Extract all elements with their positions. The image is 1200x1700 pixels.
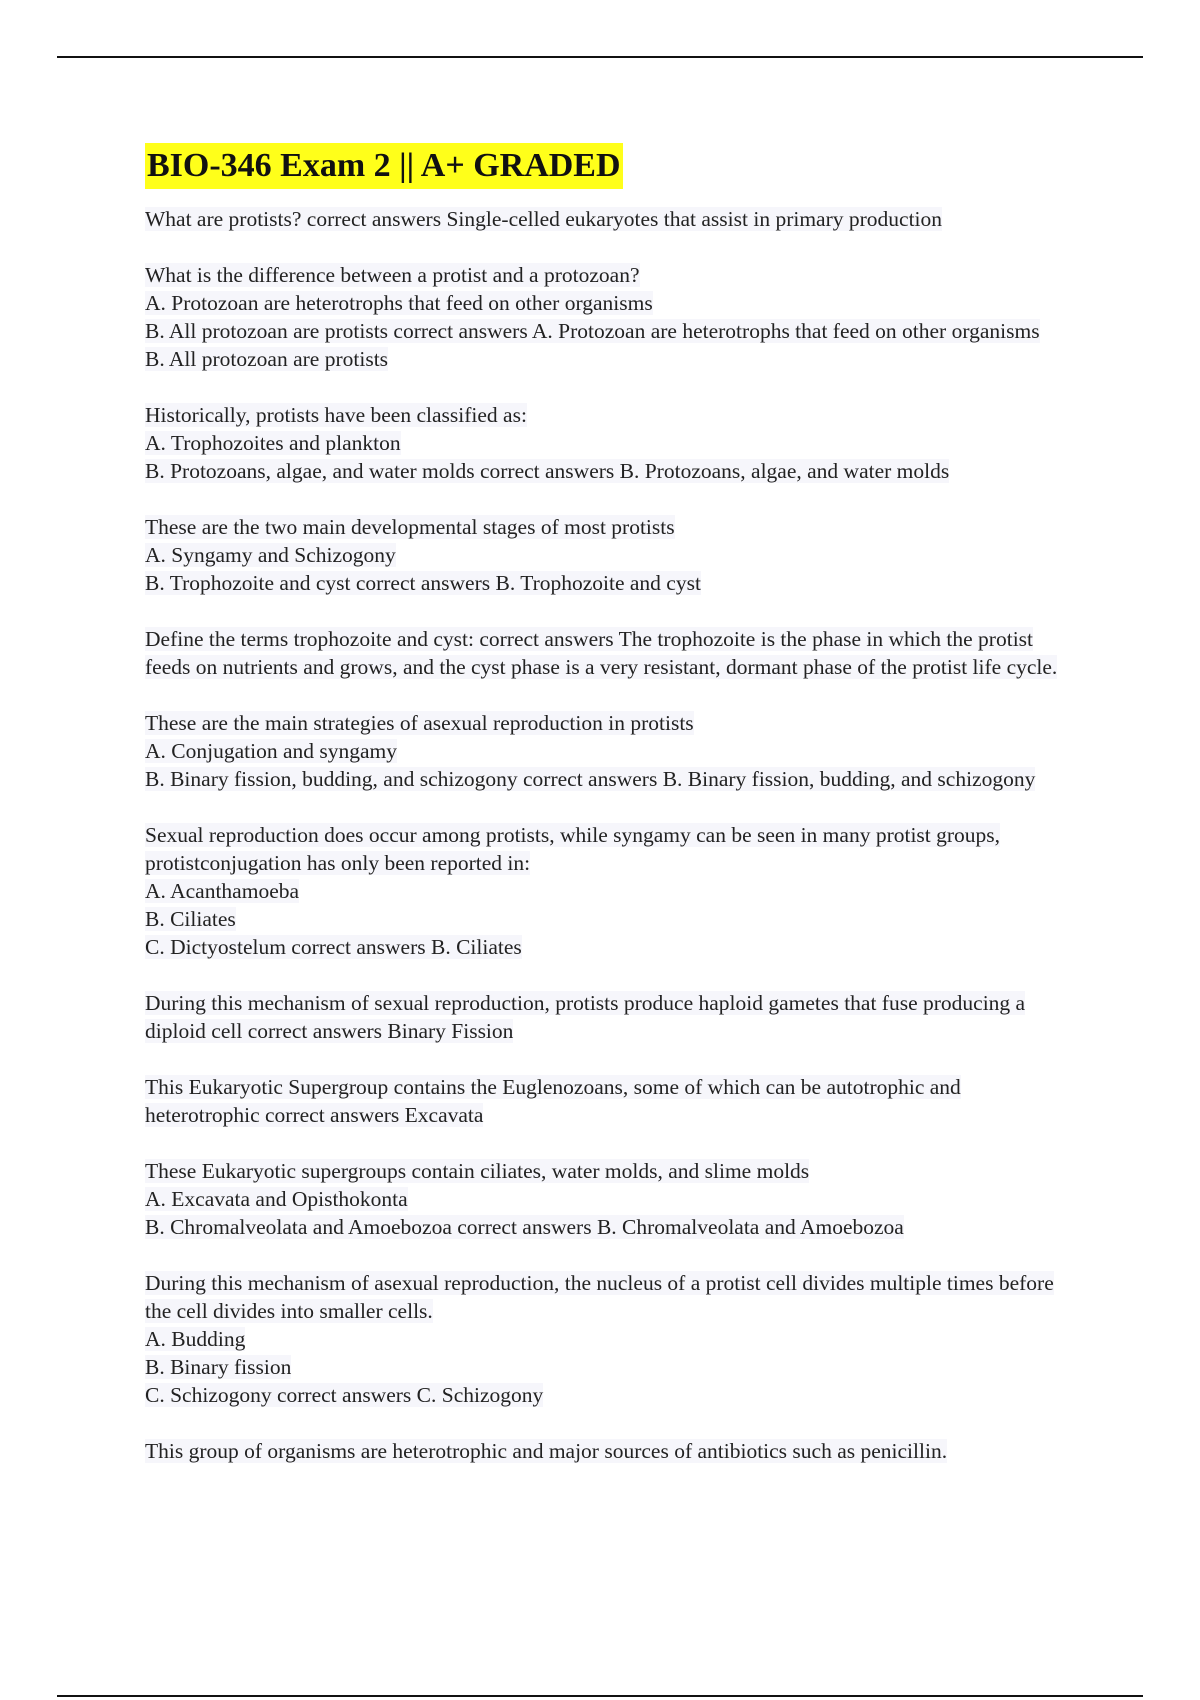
question-line: [145, 1213, 1065, 1241]
question-line: [145, 457, 1065, 485]
question-line: [145, 261, 1065, 289]
question-line: [145, 1185, 1065, 1213]
question-text: A. Protozoan are heterotrophs that feed on other organisms: [145, 291, 653, 315]
question-line: [145, 1325, 1065, 1353]
question-text: These are the main strategies of asexual reproduction in protists: [145, 711, 694, 735]
question-line: [145, 429, 1065, 457]
question-text: A. Syngamy and Schizogony: [145, 543, 396, 567]
question-line: [145, 905, 1065, 933]
question-line: [145, 877, 1065, 905]
question-line: [145, 1437, 1065, 1465]
question-line: [145, 933, 1065, 961]
question-text: During this mechanism of sexual reproduction, protists produce haploid gametes that fuse producing a diploid cell correct answers Binary Fission: [145, 991, 1026, 1043]
question-block: [145, 1073, 1065, 1129]
question-text: B. Binary fission: [145, 1355, 292, 1379]
question-text: B. Trophozoite and cyst correct answers B. Trophozoite and cyst: [145, 571, 701, 595]
top-rule: [57, 56, 1143, 58]
question-text: What are protists? correct answers Single-celled eukaryotes that assist in primary production: [145, 207, 943, 231]
question-block: [145, 513, 1065, 597]
document-body: [145, 143, 1065, 1493]
question-text: Sexual reproduction does occur among protists, while syngamy can be seen in many protist groups, protistconjugation has only been reported in:: [145, 823, 1001, 875]
question-line: [145, 345, 1065, 373]
question-line: [145, 1269, 1065, 1325]
question-text: A. Budding: [145, 1327, 246, 1351]
question-block: [145, 401, 1065, 485]
question-text: Historically, protists have been classified as:: [145, 403, 527, 427]
question-block: [145, 1269, 1065, 1409]
question-line: [145, 569, 1065, 597]
question-text: C. Dictyostelum correct answers B. Ciliates: [145, 935, 522, 959]
question-text: B. Chromalveolata and Amoebozoa correct answers B. Chromalveolata and Amoebozoa: [145, 1215, 904, 1239]
question-text: B. All protozoan are protists correct answers A. Protozoan are heterotrophs that feed on other organisms: [145, 319, 1040, 343]
question-block: [145, 821, 1065, 961]
question-line: [145, 737, 1065, 765]
question-list: [145, 205, 1065, 1465]
question-line: [145, 513, 1065, 541]
question-text: These are the two main developmental stages of most protists: [145, 515, 675, 539]
question-line: [145, 765, 1065, 793]
question-text: Define the terms trophozoite and cyst: correct answers The trophozoite is the phase in which the protist feeds on nutrients and grows, and the cyst phase is a very resistant, dormant phase of the protist life cycle.: [145, 627, 1058, 679]
question-text: This Eukaryotic Supergroup contains the Euglenozoans, some of which can be autotrophic and heterotrophic correct answers Excavata: [145, 1075, 961, 1127]
question-text: During this mechanism of asexual reproduction, the nucleus of a protist cell divides multiple times before the cell divides into smaller cells.: [145, 1271, 1054, 1323]
question-line: [145, 317, 1065, 345]
question-text: B. Binary fission, budding, and schizogony correct answers B. Binary fission, budding, and schizogony: [145, 767, 1036, 791]
question-block: [145, 709, 1065, 793]
question-text: A. Conjugation and syngamy: [145, 739, 398, 763]
question-block: [145, 1157, 1065, 1241]
question-block: [145, 1437, 1065, 1465]
question-text: C. Schizogony correct answers C. Schizogony: [145, 1383, 544, 1407]
question-block: [145, 261, 1065, 373]
question-text: A. Excavata and Opisthokonta: [145, 1187, 408, 1211]
question-line: [145, 1073, 1065, 1129]
question-text: What is the difference between a protist and a protozoan?: [145, 263, 640, 287]
question-line: [145, 1157, 1065, 1185]
question-text: A. Acanthamoeba: [145, 879, 300, 903]
question-line: [145, 289, 1065, 317]
question-text: B. All protozoan are protists: [145, 347, 389, 371]
question-block: [145, 205, 1065, 233]
question-line: [145, 541, 1065, 569]
question-line: [145, 1353, 1065, 1381]
question-block: [145, 989, 1065, 1045]
question-line: [145, 821, 1065, 877]
question-line: [145, 625, 1065, 681]
question-block: [145, 625, 1065, 681]
bottom-rule: [57, 1695, 1143, 1697]
question-text: B. Protozoans, algae, and water molds correct answers B. Protozoans, algae, and water molds: [145, 459, 950, 483]
question-line: [145, 709, 1065, 737]
question-line: [145, 401, 1065, 429]
question-text: A. Trophozoites and plankton: [145, 431, 401, 455]
question-text: This group of organisms are heterotrophic and major sources of antibiotics such as penicillin.: [145, 1439, 948, 1463]
question-line: [145, 1381, 1065, 1409]
question-line: [145, 205, 1065, 233]
document-title: BIO-346 Exam 2 || A+ GRADED: [145, 143, 623, 189]
question-text: B. Ciliates: [145, 907, 236, 931]
question-line: [145, 989, 1065, 1045]
question-text: These Eukaryotic supergroups contain ciliates, water molds, and slime molds: [145, 1159, 810, 1183]
